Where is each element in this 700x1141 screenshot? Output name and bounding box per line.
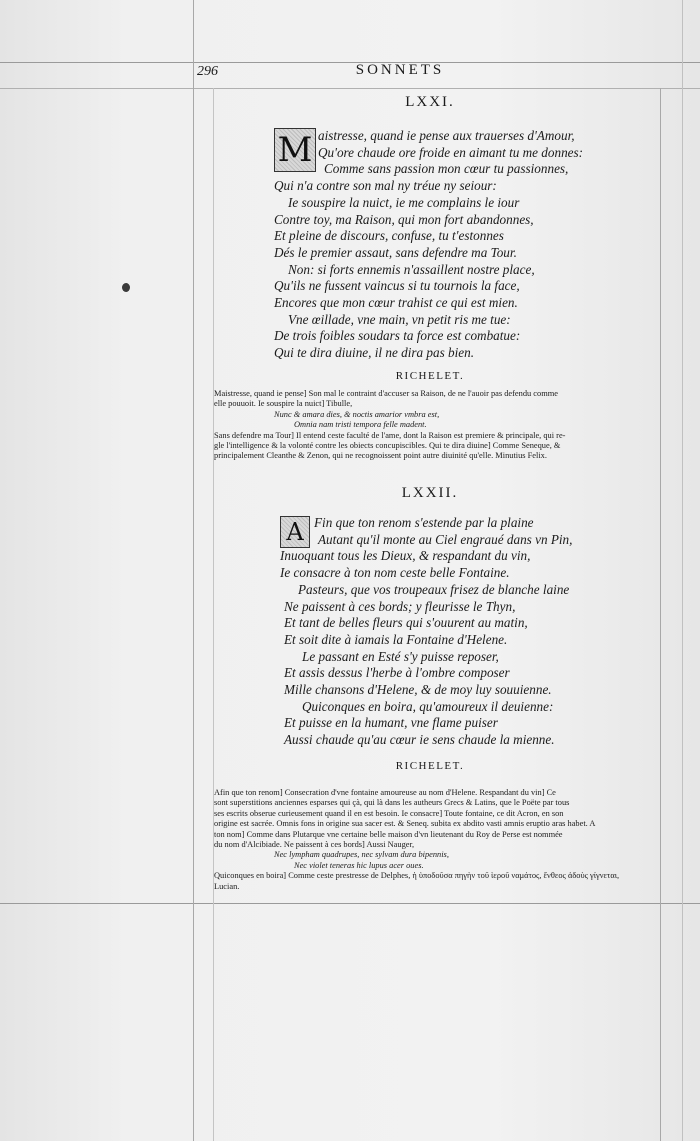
- note-line: Omnia nam tristi tempora felle madent.: [294, 420, 427, 430]
- note-line: Nunc & amara dies, & noctis amarior vmbra est,: [274, 409, 440, 419]
- note-line: gle l'intelligence & la volonté contre les obiects concupiscibles. Qui te dira diuine] Comme Seneque, &: [214, 441, 561, 451]
- commentary-heading: RICHELET.: [395, 760, 465, 772]
- note-line: ses escrits obserue curieusement quand il en est besoin. Ie consacre] Toute fontaine, ce dit Acron, en son: [214, 808, 564, 818]
- commentary-text: [214, 788, 644, 892]
- note-line: elle pouuoit. Ie souspire la nuict] Tibulle,: [214, 399, 353, 409]
- verse-line: Et pleine de discours, confuse, tu t'estonnes: [274, 228, 504, 244]
- note-line: Lucian.: [214, 881, 240, 891]
- verse-line: Non: si forts ennemis n'assaillent nostre place,: [288, 261, 535, 277]
- sonnet-number: LXXII.: [401, 485, 459, 501]
- running-title: SONNETS: [355, 62, 445, 78]
- verse-line: Qu'ils ne fussent vaincus si tu tournois la face,: [274, 278, 520, 294]
- note-line: ton nom] Comme dans Plutarque vne certaine belle maison d'vn lieutenant du Roy de Perse est nommée: [214, 829, 563, 839]
- verse-line: Autant qu'il monte au Ciel engraué dans vn Pin,: [318, 531, 573, 547]
- note-line: origine est sacrée. Omnis fons in origine sua sacer est. & Seneq. subita ex abdito vasti amnis eruptio aras habet. A: [214, 819, 596, 829]
- verse-line: Vne œillade, vne main, vn petit ris me tue:: [288, 311, 511, 327]
- commentary-text: [214, 389, 644, 462]
- note-line: sont superstitions anciennes esparses qui çà, qui là dans les autheurs Grecs & Latins, que le Poëte par tous: [214, 798, 570, 808]
- verse-line: Aussi chaude qu'au cœur ie sens chaude la mienne.: [284, 732, 555, 748]
- frame-line-inner-left: [213, 88, 214, 1141]
- verse-line: Qui n'a contre son mal ny tréue ny seiour:: [274, 178, 497, 194]
- note-line: principalement Cleanthe & Zenon, qui ne recognoissent point autre diuinité qu'elle. Minutius Felix.: [214, 451, 547, 461]
- note-line: Nec lympham quadrupes, nec sylvam dura bipennis,: [274, 850, 449, 860]
- verse-line: Quiconques en boira, qu'amoureux il deuienne:: [302, 698, 554, 714]
- verse-line: Le passant en Esté s'y puisse reposer,: [302, 648, 499, 664]
- frame-line-header: [0, 88, 700, 89]
- note-line: Afin que ton renom] Consecration d'vne fontaine amoureuse au nom d'Helene. Respandant du vin] Ce: [214, 788, 556, 797]
- sonnet-text: [274, 515, 644, 749]
- verse-line: Et soit dite à iamais la Fontaine d'Helene.: [284, 631, 508, 647]
- verse-line: Contre toy, ma Raison, qui mon fort abandonnes,: [274, 211, 534, 227]
- verse-line: Qui te dira diuine, il ne dira pas bien.: [274, 345, 474, 361]
- note-line: Maistresse, quand ie pense] Son mal le contraint d'accuser sa Raison, de ne l'auoir pas defendu comme: [214, 389, 558, 398]
- verse-line: Encores que mon cœur trahist ce qui est mien.: [274, 295, 518, 311]
- verse-line: Qu'ore chaude ore froide en aimant tu me donnes:: [318, 144, 584, 160]
- verse-line: Ne paissent à ces bords; y fleurisse le Thyn,: [284, 598, 516, 614]
- verse-line: De trois foibles soudars ta force est combatue:: [274, 328, 521, 344]
- frame-line-left: [193, 0, 194, 1141]
- note-line: Sans defendre ma Tour] Il entend ceste faculté de l'ame, dont la Raison est premiere & principale, qui re-: [214, 430, 566, 440]
- frame-line-outer-right: [682, 0, 683, 1141]
- frame-line-right: [660, 88, 661, 1141]
- verse-line: aistresse, quand ie pense aux trauerses d'Amour,: [318, 128, 575, 143]
- verse-line: Et puisse en la humant, vne flame puiser: [284, 715, 498, 731]
- verse-line: Pasteurs, que vos troupeaux frisez de blanche laine: [298, 581, 570, 597]
- drop-cap: A: [280, 516, 310, 548]
- verse-line: Dés le premier assaut, sans defendre ma Tour.: [274, 244, 517, 260]
- commentary-heading: RICHELET.: [395, 370, 465, 382]
- drop-cap: M: [274, 128, 316, 172]
- note-line: Quiconques en boira] Comme ceste prestresse de Delphes, ἡ ὑποδοῦσα πηγὴν τοῦ ἱεροῦ ναμάτος, ἔνθεος ἀδοὺς γίγνεται,: [214, 871, 620, 881]
- verse-line: Ie souspire la nuict, ie me complains le iour: [288, 194, 520, 210]
- ink-blot: [122, 283, 130, 292]
- sonnet-text: [274, 128, 644, 362]
- verse-line: Ie consacre à ton nom ceste belle Fontaine.: [280, 565, 510, 581]
- note-line: Nec violet teneras hic lupus acer oues.: [294, 860, 424, 870]
- frame-line-bottom: [0, 903, 700, 904]
- page-number: 296: [197, 64, 218, 79]
- note-line: du nom d'Alcibiade. Ne paissent à ces bords] Aussi Nauger,: [214, 840, 415, 850]
- verse-line: Et assis dessus l'herbe à l'ombre composer: [284, 665, 510, 681]
- verse-line: Et tant de belles fleurs qui s'ouurent au matin,: [284, 615, 528, 631]
- verse-line: Comme sans passion mon cœur tu passionnes,: [324, 161, 569, 177]
- sonnet-number: LXXI.: [405, 94, 455, 110]
- verse-line: Inuoquant tous les Dieux, & respandant du vin,: [280, 548, 531, 564]
- verse-line: Mille chansons d'Helene, & de moy luy souuienne.: [284, 682, 552, 698]
- verse-line: Fin que ton renom s'estende par la plaine: [314, 515, 534, 530]
